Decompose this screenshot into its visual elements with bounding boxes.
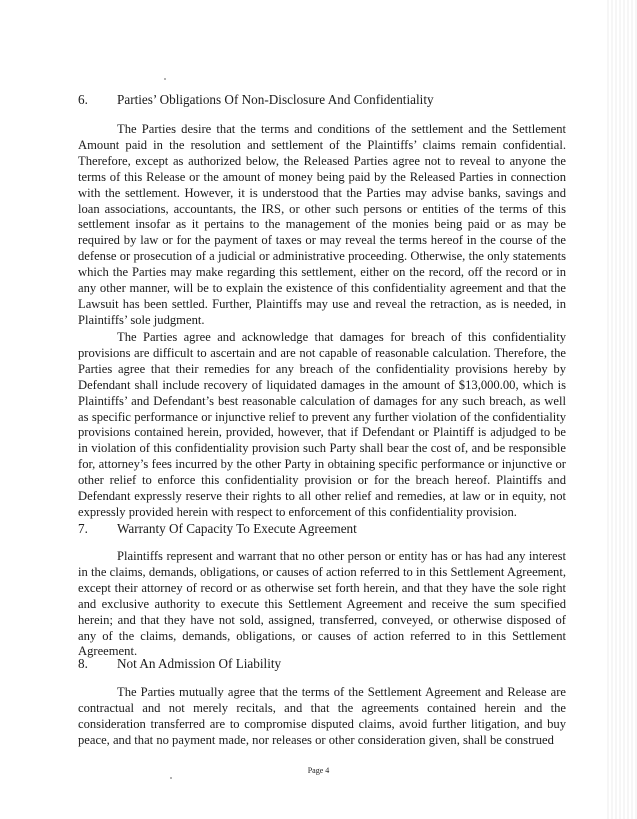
- section-7-heading: [78, 521, 357, 537]
- scan-speck: [170, 777, 172, 779]
- section-7-title: Warranty Of Capacity To Execute Agreement: [117, 521, 357, 536]
- section-8-heading: [78, 656, 281, 672]
- section-6-paragraph-2: The Parties agree and acknowledge that damages for breach of this confidentiality provisions are difficult to ascertain and are not capable of reasonable calculation. Therefore, the Parties agree that their remedies for any breach of the confidentiality provisions hereby by Defendant shall include recovery of liquidated damages in the amount of $13,000.00, which is Plaintiffs’ and Defendant’s best reasonable calculation of damages for any such breach, as well as specific performance or injunctive relief to prevent any further violation of the confidentiality provisions contained herein, provided, however, that if Defendant or Plaintiff is adjudged to be in violation of this confidentiality provision such Party shall bear the cost of, and be responsible for, attorney’s fees incurred by the other Party in obtaining specific performance or injunctive or other relief to enforce this confidentiality provision or for the breach hereof. Plaintiffs and Defendant expressly reserve their rights to all other relief and remedies, at law or in equity, not expressly provided herein with respect to enforcement of this confidentiality provision.: [78, 330, 566, 519]
- section-6-paragraph-1: The Parties desire that the terms and conditions of the settlement and the Settlement Amount paid in the resolution and settlement of the Plaintiffs’ claims remain confidential. Therefore, except as authorized below, the Released Parties agree not to reveal to anyone the terms of this Release or the amount of money being paid by the Released Parties in connection with the settlement. However, it is understood that the Parties may advise banks, savings and loan associations, accountants, the IRS, or other such persons or entities of the terms of this settlement insofar as it pertains to the management of the monies being paid or as may be required by law or for the payment of taxes or may reveal the terms hereof in the course of the defense or prosecution of a judicial or administrative proceeding. Otherwise, the only statements which the Parties may make regarding this settlement, either on the record, off the record or in any other manner, will be to explain the existence of this confidentiality agreement and that the Lawsuit has been settled. Further, Plaintiffs may use and reveal the retraction, as is needed, in Plaintiffs’ sole judgment.: [78, 122, 566, 327]
- scan-edge-artifact: [605, 0, 637, 819]
- section-8-paragraph-1: The Parties mutually agree that the terms of the Settlement Agreement and Release are contractual and not merely recitals, and that the agreements contained herein and the consideration transferred are to compromise disputed claims, avoid further litigation, and buy peace, and that no payment made, nor releases or other consideration given, shall be construed: [78, 685, 566, 747]
- scan-speck: [164, 78, 166, 80]
- section-6-number: 6.: [78, 92, 88, 107]
- section-7-paragraph-1: Plaintiffs represent and warrant that no other person or entity has or has had any interest in the claims, demands, obligations, or causes of action referred to in this Settlement Agreement, except their attorney of record or as otherwise set forth herein, and that they have the sole right and exclusive authority to execute this Settlement Agreement and receive the sum specified herein; and that they have not sold, assigned, transferred, conveyed, or otherwise disposed of any of the claims, demands, obligations, or causes of action referred to in this Settlement Agreement.: [78, 549, 566, 659]
- page-number: Page 4: [307, 766, 330, 775]
- section-6-title: Parties’ Obligations Of Non-Disclosure And Confidentiality: [117, 92, 434, 107]
- section-6-heading: [78, 92, 434, 108]
- section-8-number: 8.: [78, 656, 88, 671]
- section-7-number: 7.: [78, 521, 88, 536]
- section-8-title: Not An Admission Of Liability: [117, 656, 282, 671]
